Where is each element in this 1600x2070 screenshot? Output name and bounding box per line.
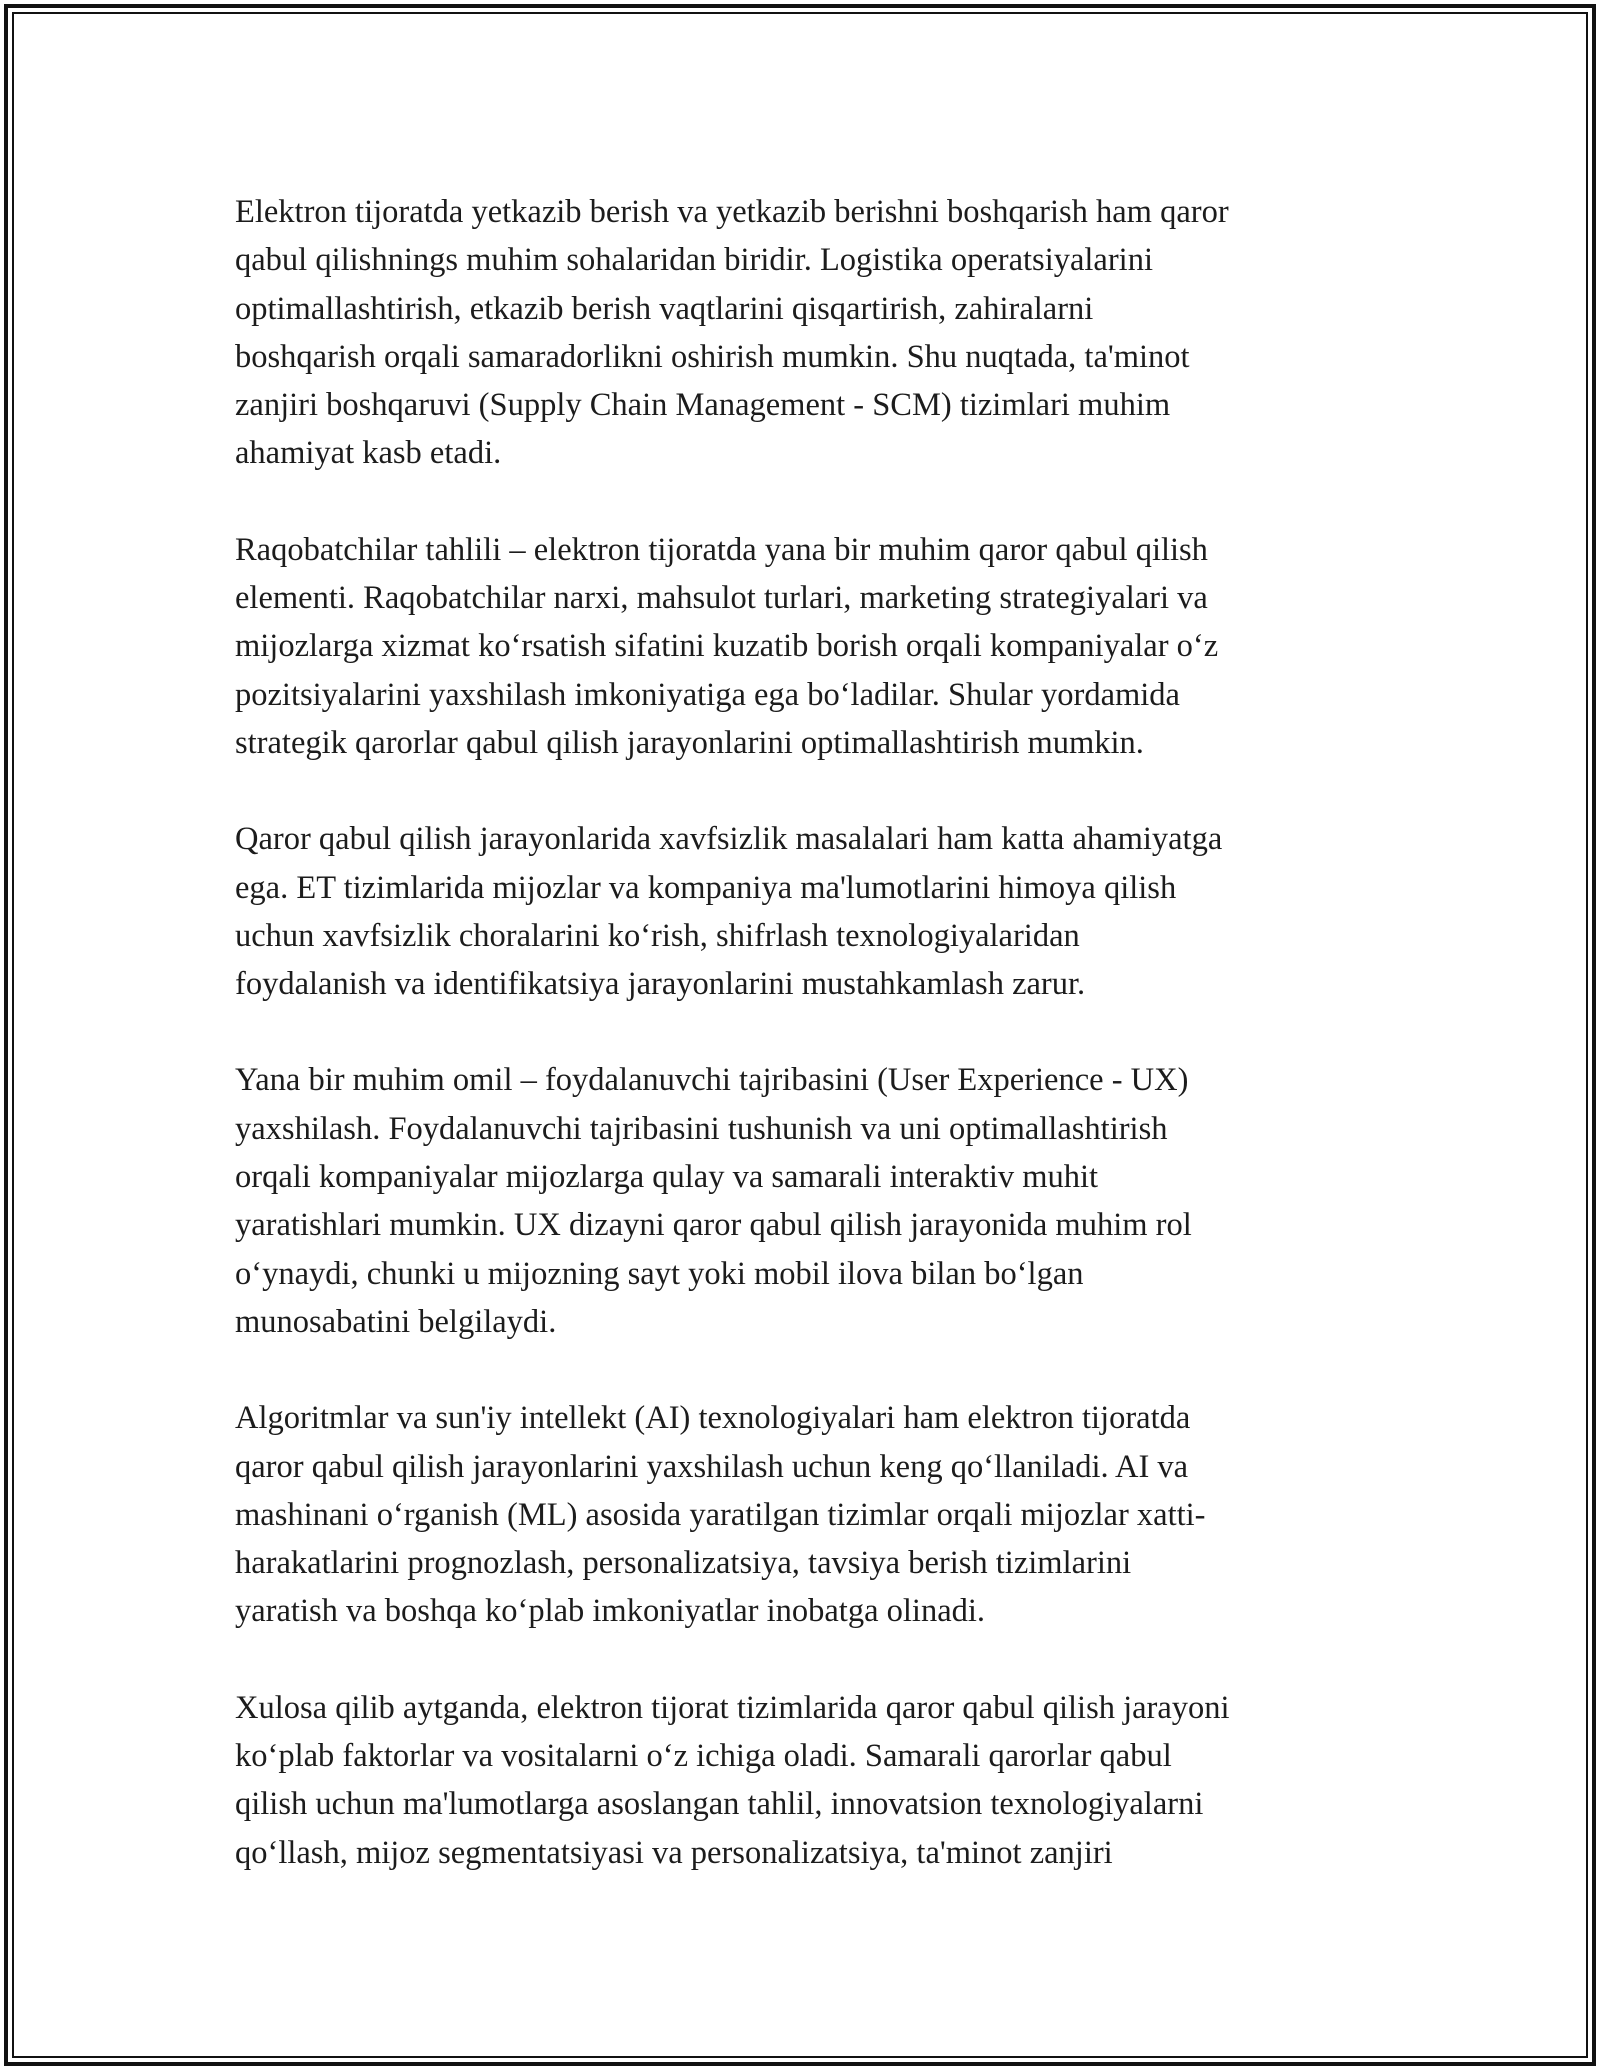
text-line: uchun xavfsizlik choralarini koʻrish, shifrlash texnologiyalaridan bbox=[235, 917, 1080, 954]
text-line: mijozlarga xizmat koʻrsatish sifatini kuzatib borish orqali kompaniyalar oʻz bbox=[235, 628, 1219, 665]
document-body bbox=[235, 188, 1365, 1925]
text-line: zanjiri boshqaruvi (Supply Chain Management - SCM) tizimlari muhim bbox=[235, 387, 1171, 424]
text-line: pozitsiyalarini yaxshilash imkoniyatiga ega boʻladilar. Shular yordamida bbox=[235, 676, 1180, 713]
text-line: qaror qabul qilish jarayonlarini yaxshilash uchun keng qoʻllaniladi. AI va bbox=[235, 1448, 1189, 1485]
text-line: elementi. Raqobatchilar narxi, mahsulot turlari, marketing strategiyalari va bbox=[235, 580, 1208, 617]
text-line: Yana bir muhim omil – foydalanuvchi tajribasini (User Experience - UX) bbox=[235, 1062, 1189, 1099]
paragraph bbox=[235, 1684, 1365, 1877]
text-line: qilish uchun ma'lumotlarga asoslangan tahlil, innovatsion texnologiyalarni bbox=[235, 1786, 1204, 1823]
text-line: ahamiyat kasb etadi. bbox=[235, 435, 502, 472]
text-line: mashinani oʻrganish (ML) asosida yaratilgan tizimlar orqali mijozlar xatti- bbox=[235, 1496, 1206, 1533]
text-line: oʻynaydi, chunki u mijozning sayt yoki mobil ilova bilan boʻlgan bbox=[235, 1255, 1084, 1292]
text-line: Algoritmlar va sun'iy intellekt (AI) texnologiyalari ham elektron tijoratda bbox=[235, 1400, 1191, 1437]
text-line: boshqarish orqali samaradorlikni oshirish mumkin. Shu nuqtada, ta'minot bbox=[235, 338, 1190, 375]
text-line: yaratishlari mumkin. UX dizayni qaror qabul qilish jarayonida muhim rol bbox=[235, 1207, 1192, 1244]
text-line: qabul qilishnings muhim sohalaridan biridir. Logistika operatsiyalarini bbox=[235, 242, 1153, 279]
paragraph bbox=[235, 1056, 1365, 1346]
text-line: Raqobatchilar tahlili – elektron tijoratda yana bir muhim qaror qabul qilish bbox=[235, 531, 1208, 568]
text-line: ega. ET tizimlarida mijozlar va kompaniya ma'lumotlarini himoya qilish bbox=[235, 869, 1177, 906]
text-line: harakatlarini prognozlash, personalizatsiya, tavsiya berish tizimlarini bbox=[235, 1545, 1132, 1582]
paragraph bbox=[235, 815, 1365, 1008]
text-line: Xulosa qilib aytganda, elektron tijorat tizimlarida qaror qabul qilish jarayoni bbox=[235, 1689, 1230, 1726]
text-line: munosabatini belgilaydi. bbox=[235, 1303, 557, 1340]
paragraph bbox=[235, 526, 1365, 767]
text-line: foydalanish va identifikatsiya jarayonlarini mustahkamlash zarur. bbox=[235, 966, 1086, 1003]
text-line: optimallashtirish, etkazib berish vaqtlarini qisqartirish, zahiralarni bbox=[235, 290, 1094, 327]
paragraph bbox=[235, 1394, 1365, 1635]
text-line: qoʻllash, mijoz segmentatsiyasi va personalizatsiya, ta'minot zanjiri bbox=[235, 1834, 1113, 1871]
text-line: yaxshilash. Foydalanuvchi tajribasini tushunish va uni optimallashtirish bbox=[235, 1110, 1168, 1147]
text-line: Elektron tijoratda yetkazib berish va yetkazib berishni boshqarish ham qaror bbox=[235, 194, 1229, 230]
text-line: yaratish va boshqa koʻplab imkoniyatlar inobatga olinadi. bbox=[235, 1593, 986, 1630]
text-line: strategik qarorlar qabul qilish jarayonlarini optimallashtirish mumkin. bbox=[235, 724, 1144, 761]
paragraph bbox=[235, 188, 1365, 478]
text-line: koʻplab faktorlar va vositalarni oʻz ichiga oladi. Samarali qarorlar qabul bbox=[235, 1738, 1172, 1775]
text-line: Qaror qabul qilish jarayonlarida xavfsizlik masalalari ham katta ahamiyatga bbox=[235, 821, 1223, 858]
text-line: orqali kompaniyalar mijozlarga qulay va samarali interaktiv muhit bbox=[235, 1159, 1099, 1196]
